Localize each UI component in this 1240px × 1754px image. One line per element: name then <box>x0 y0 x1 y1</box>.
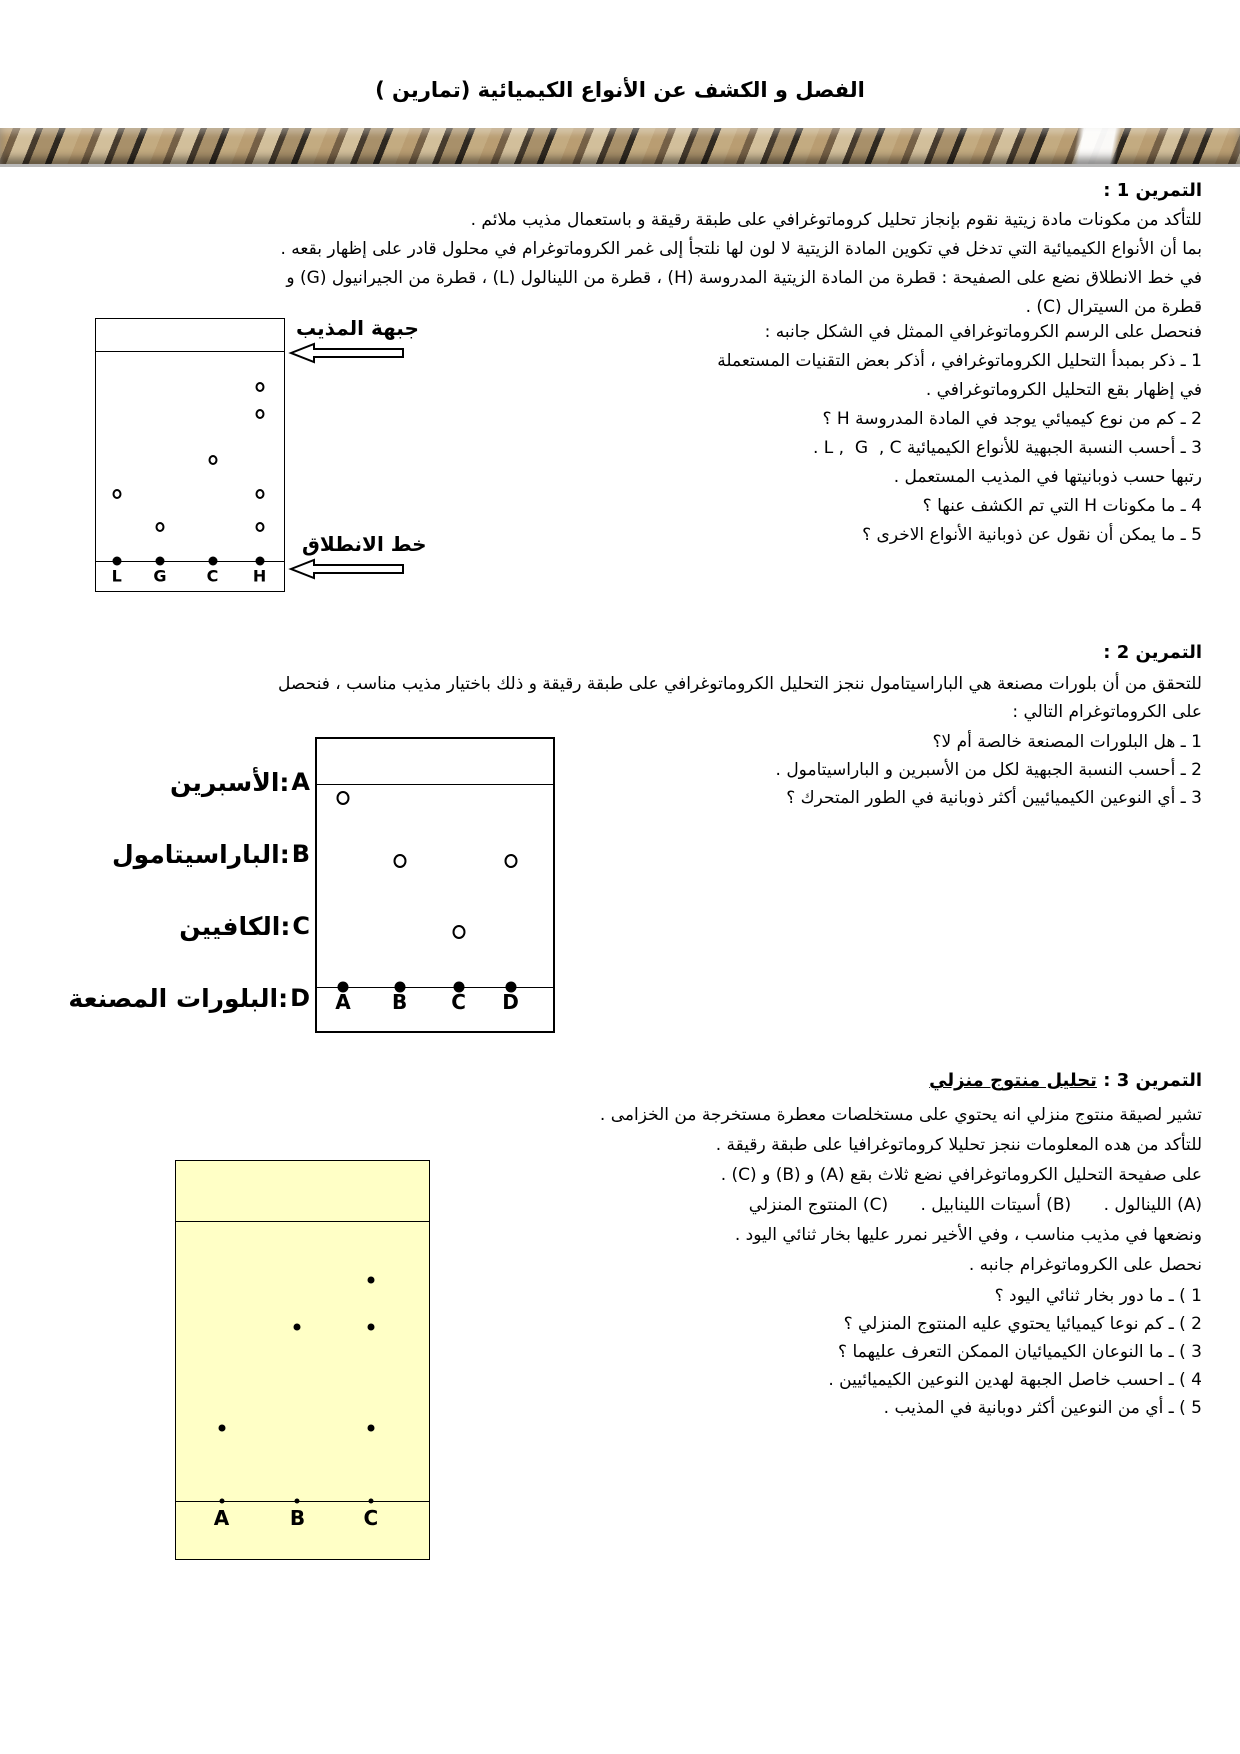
text-line: 1 ـ ذكر بمبدأ التحليل الكروماتوغرافي ، أذكر بعض التقنيات المستعملة <box>717 351 1202 371</box>
exercise-3-heading <box>929 1070 1202 1091</box>
chromatogram-spot <box>452 925 465 939</box>
solvent-front-label: جبهة المذيب <box>296 316 419 340</box>
exercise-3-intro <box>440 1100 1202 1280</box>
baseline-deposit-dot <box>208 557 217 566</box>
decorative-banner <box>0 128 1240 164</box>
chromatogram-spot <box>336 791 349 805</box>
text-line: للتأكد من مكونات مادة زيتية نقوم بإنجاز تحليل كروماتوغرافي على طبقة رقيقة و باستعمال مذيب ملائم . <box>470 210 1202 230</box>
text-line: 2 ـ كم من نوع كيميائي يوجد في المادة المدروسة H ؟ <box>822 409 1202 429</box>
text-line: 3 ـ أي النوعين الكيميائيين أكثر ذوبانية في الطور المتحرك ؟ <box>786 788 1202 808</box>
column-label: C <box>206 566 219 586</box>
text-line: على الكروماتوغرام التالي : <box>1012 702 1202 722</box>
text-line: نحصل على الكروماتوغرام جانبه . <box>968 1255 1202 1275</box>
chromatography-plate-1 <box>95 318 285 592</box>
text-line: للتأكد من هده المعلومات ننجز تحليلا كروماتوغرافيا على طبقة رقيقة . <box>715 1135 1202 1155</box>
legend-colon: : <box>280 911 291 941</box>
legend-colon: : <box>279 839 290 869</box>
baseline-deposit-dot <box>155 557 164 566</box>
chromatogram-spot <box>208 455 217 465</box>
text-line: قطرة من السيترال (C) . <box>1025 297 1202 317</box>
chromatogram-spot <box>294 1324 301 1331</box>
text-line: فنحصل على الرسم الكروماتوغرافي الممثل في الشكل جانبه : <box>764 322 1202 342</box>
legend-item <box>55 818 310 890</box>
exercise-2-questions <box>560 728 1202 812</box>
plate-2-legend <box>55 746 310 1034</box>
start-line-label: خط الانطلاق <box>302 532 427 556</box>
text-line: 3 ) ـ ما النوعان الكيميائيان الممكن التعرف عليهما ؟ <box>838 1342 1202 1362</box>
legend-colon: : <box>278 983 289 1013</box>
exercise-3-questions <box>440 1282 1202 1422</box>
exercise-1-heading: التمرين 1 : <box>1103 180 1202 201</box>
column-label: C <box>363 1506 379 1530</box>
text-line: ونضعها في مذيب مناسب ، وفي الأخير نمرر عليها بخار ثنائي اليود . <box>734 1225 1202 1245</box>
exercise-2-intro <box>38 670 1202 726</box>
chromatogram-spot <box>393 854 406 868</box>
legend-colon: : <box>279 767 290 797</box>
baseline-deposit-dot <box>112 557 121 566</box>
column-label: C <box>451 990 466 1014</box>
chromatogram-spot <box>367 1425 374 1432</box>
chromatogram-spot <box>255 489 264 499</box>
text-line: على صفيحة التحليل الكروماتوغرافي نضع ثلاث بقع (A) و (B) و (C) . <box>720 1165 1202 1185</box>
chromatogram-spot <box>367 1276 374 1283</box>
text-line: 4 ) ـ احسب خاصل الجبهة لهدين النوعين الكيميائيين . <box>828 1370 1202 1390</box>
column-label: B <box>391 990 408 1014</box>
chromatography-plate-2 <box>315 737 555 1033</box>
exercise-2-heading: التمرين 2 : <box>1103 642 1202 663</box>
text-line: في إظهار بقع التحليل الكروماتوغرافي . <box>925 380 1202 400</box>
exercise-3-heading-number: التمرين 3 : <box>1103 1070 1202 1091</box>
chromatogram-spot <box>367 1324 374 1331</box>
baseline-deposit-dot <box>368 1499 373 1504</box>
chromatogram-spot <box>255 382 264 392</box>
text-line: 5 ) ـ أي من النوعين أكثر دوبانية في المذيب . <box>883 1398 1202 1418</box>
chromatogram-spot <box>255 522 264 532</box>
text-line: في خط الانطلاق نضع على الصفيحة : قطرة من المادة الزيتية المدروسة (H) ، قطرة من اللينالول (L) ، قطرة من الجيرانيول (G) و <box>286 268 1202 288</box>
text-line: (A) اللينالول . (B) أسيتات اللينابيل . (C) المنتوج المنزلي <box>748 1195 1202 1215</box>
column-label: A <box>335 990 351 1014</box>
text-line: 3 ـ أحسب النسبة الجبهية للأنواع الكيميائية L , G , C . <box>812 438 1202 458</box>
exercise-3-heading-title: تحليل منتوج منزلي <box>929 1070 1097 1091</box>
column-label: H <box>252 566 267 586</box>
text-line: للتحقق من أن بلورات مصنعة هي الباراسيتامول ننجز التحليل الكروماتوغرافي على طبقة رقيقة و ذلك باختيار مذيب مناسب ، فنحصل <box>277 674 1202 694</box>
solvent-front-line <box>96 351 284 352</box>
text-line: تشير لصيقة منتوج منزلي انه يحتوي على مستخلصات معطرة مستخرجة من الخزامى . <box>599 1105 1202 1125</box>
legend-letter: A <box>291 768 310 796</box>
text-line: 5 ـ ما يمكن أن نقول عن ذوبانية الأنواع الاخرى ؟ <box>862 525 1202 545</box>
column-label: B <box>289 1506 306 1530</box>
text-line: 2 ) ـ كم نوعا كيميائيا يحتوي عليه المنتوج المنزلي ؟ <box>843 1314 1202 1334</box>
left-arrow-icon <box>288 342 406 364</box>
legend-item <box>55 890 310 962</box>
column-label: G <box>153 566 167 586</box>
exercise-1-intro <box>38 206 1202 322</box>
legend-letter: C <box>292 912 310 940</box>
legend-letter: D <box>290 984 310 1012</box>
column-label: D <box>502 990 519 1014</box>
chromatogram-spot <box>155 522 164 532</box>
text-line: 1 ـ هل البلورات المصنعة خالصة أم لا؟ <box>932 732 1202 752</box>
baseline-deposit-dot <box>255 557 264 566</box>
page-title: الفصل و الكشف عن الأنواع الكيميائية (تمارين ) <box>375 78 865 102</box>
legend-item <box>55 746 310 818</box>
left-arrow-icon <box>288 558 406 580</box>
chromatography-plate-3 <box>175 1160 430 1560</box>
text-line: 4 ـ ما مكونات H التي تم الكشف عنها ؟ <box>922 496 1202 516</box>
solvent-front-line <box>176 1221 429 1222</box>
text-line: بما أن الأنواع الكيميائية التي تدخل في تكوين المادة الزيتية لا لون لها نلتجأ إلى غمر الكروماتوغرام في محلول قادر على إظهار بقعه . <box>280 239 1202 259</box>
legend-name: الكافيين <box>179 911 281 941</box>
chromatogram-spot <box>504 854 517 868</box>
text-line: 2 ـ أحسب النسبة الجبهية لكل من الأسبرين و الباراسيتامول . <box>775 760 1202 780</box>
exercise-1-questions <box>430 318 1202 550</box>
text-line: رتبها حسب ذوبانيتها في المذيب المستعمل . <box>893 467 1202 487</box>
column-label: L <box>111 566 122 586</box>
text-line: 1 ) ـ ما دور بخار ثنائي اليود ؟ <box>994 1286 1202 1306</box>
legend-name: البلورات المصنعة <box>68 983 279 1013</box>
baseline-deposit-dot <box>219 1499 224 1504</box>
chromatogram-spot <box>112 489 121 499</box>
legend-name: الأسبرين <box>170 767 280 797</box>
chromatogram-spot <box>255 409 264 419</box>
solvent-front-line <box>317 784 553 785</box>
legend-item <box>55 962 310 1034</box>
column-label: A <box>213 1506 230 1530</box>
legend-name: الباراسيتامول <box>111 839 280 869</box>
baseline-deposit-dot <box>295 1499 300 1504</box>
start-line <box>317 987 553 988</box>
legend-letter: B <box>291 840 310 868</box>
chromatogram-spot <box>218 1425 225 1432</box>
start-line <box>176 1501 429 1502</box>
